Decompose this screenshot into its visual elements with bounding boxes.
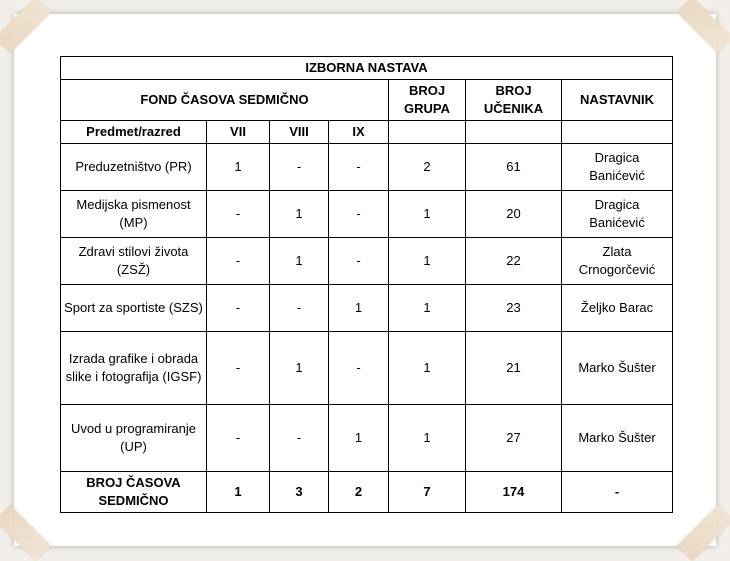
cell-grupa: 1 bbox=[389, 191, 466, 238]
cell-nastavnik: Marko Šušter bbox=[562, 405, 673, 472]
cell-grupa: 2 bbox=[389, 144, 466, 191]
cell-ix: 1 bbox=[329, 285, 389, 332]
cell-ucenika: 27 bbox=[466, 405, 562, 472]
header-broj-ucenika: BROJ UČENIKA bbox=[466, 80, 562, 121]
cell-ix: - bbox=[329, 238, 389, 285]
cell-ucenika: 22 bbox=[466, 238, 562, 285]
cell-nastavnik: Dragica Banićević bbox=[562, 144, 673, 191]
cell-nastavnik: Željko Barac bbox=[562, 285, 673, 332]
subheader-viii: VIII bbox=[270, 121, 329, 144]
subheader-empty-grupa bbox=[389, 121, 466, 144]
cell-grupa: 1 bbox=[389, 285, 466, 332]
table-row bbox=[61, 238, 673, 285]
header-broj-grupa: BROJ GRUPA bbox=[389, 80, 466, 121]
table-row bbox=[61, 144, 673, 191]
cell-ix: - bbox=[329, 191, 389, 238]
cell-predmet: Izrada grafike i obrada slike i fotografija (IGSF) bbox=[61, 332, 207, 405]
subheader-predmet: Predmet/razred bbox=[61, 121, 207, 144]
table-row bbox=[61, 191, 673, 238]
title-row bbox=[61, 57, 673, 80]
cell-vii: - bbox=[207, 191, 270, 238]
cell-viii: - bbox=[270, 405, 329, 472]
subheader-vii: VII bbox=[207, 121, 270, 144]
cell-vii: - bbox=[207, 285, 270, 332]
total-row bbox=[61, 472, 673, 513]
cell-predmet: Preduzetništvo (PR) bbox=[61, 144, 207, 191]
cell-viii: 1 bbox=[270, 238, 329, 285]
cell-vii: - bbox=[207, 405, 270, 472]
header-fond: FOND ČASOVA SEDMIČNO bbox=[61, 80, 389, 121]
cell-viii: - bbox=[270, 285, 329, 332]
cell-vii: 1 bbox=[207, 144, 270, 191]
cell-grupa: 1 bbox=[389, 332, 466, 405]
cell-ucenika: 61 bbox=[466, 144, 562, 191]
subheader-empty-ucenika bbox=[466, 121, 562, 144]
total-grupa: 7 bbox=[389, 472, 466, 513]
cell-ucenika: 21 bbox=[466, 332, 562, 405]
cell-grupa: 1 bbox=[389, 405, 466, 472]
cell-viii: - bbox=[270, 144, 329, 191]
cell-ucenika: 23 bbox=[466, 285, 562, 332]
total-label: BROJ ČASOVA SEDMIČNO bbox=[61, 472, 207, 513]
table-row bbox=[61, 405, 673, 472]
cell-predmet: Sport za sportiste (SZS) bbox=[61, 285, 207, 332]
total-vii: 1 bbox=[207, 472, 270, 513]
cell-ix: 1 bbox=[329, 405, 389, 472]
total-ucenika: 174 bbox=[466, 472, 562, 513]
cell-predmet: Medijska pismenost (MP) bbox=[61, 191, 207, 238]
header-row bbox=[61, 80, 673, 121]
cell-ucenika: 20 bbox=[466, 191, 562, 238]
cell-nastavnik: Zlata Crnogorčević bbox=[562, 238, 673, 285]
table-title: IZBORNA NASTAVA bbox=[61, 57, 673, 80]
total-nastavnik: - bbox=[562, 472, 673, 513]
subheader-empty-nastavnik bbox=[562, 121, 673, 144]
cell-grupa: 1 bbox=[389, 238, 466, 285]
total-ix: 2 bbox=[329, 472, 389, 513]
cell-ix: - bbox=[329, 144, 389, 191]
cell-nastavnik: Marko Šušter bbox=[562, 332, 673, 405]
subheader-row bbox=[61, 121, 673, 144]
cell-predmet: Zdravi stilovi života (ZSŽ) bbox=[61, 238, 207, 285]
cell-nastavnik: Dragica Banićević bbox=[562, 191, 673, 238]
subheader-ix: IX bbox=[329, 121, 389, 144]
cell-predmet: Uvod u programiranje (UP) bbox=[61, 405, 207, 472]
cell-viii: 1 bbox=[270, 332, 329, 405]
header-nastavnik: NASTAVNIK bbox=[562, 80, 673, 121]
table-row bbox=[61, 285, 673, 332]
total-viii: 3 bbox=[270, 472, 329, 513]
cell-ix: - bbox=[329, 332, 389, 405]
cell-viii: 1 bbox=[270, 191, 329, 238]
table-row bbox=[61, 332, 673, 405]
cell-vii: - bbox=[207, 332, 270, 405]
cell-vii: - bbox=[207, 238, 270, 285]
izborna-nastava-table bbox=[60, 56, 673, 513]
